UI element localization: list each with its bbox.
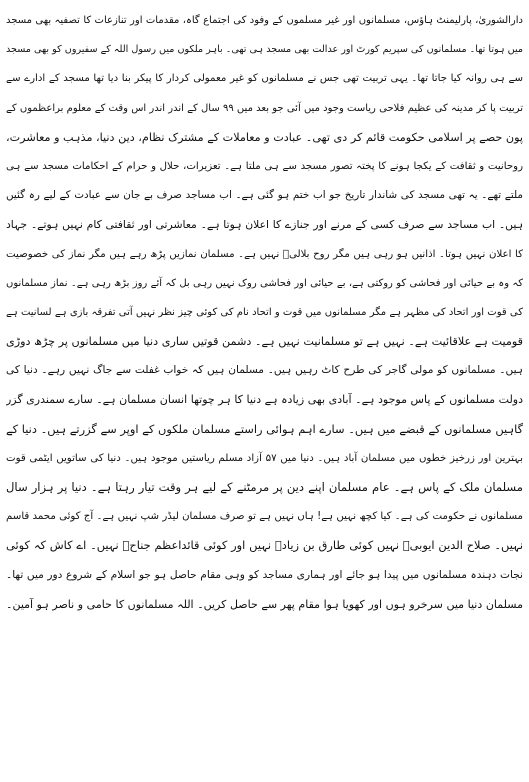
text-line-3: سے ہی روانہ کیا جاتا تھا۔ یہی تربیت تھی جس نے مسلمانوں کو غیر معمولی کردار کا پیکر بنا دیا تھا مسجد کے ادارے سے [6, 73, 523, 85]
text-line-13: ہیں۔ مسلمانوں کو مولی گاجر کی طرح کاٹ رہیں ہیں۔ مسلمان ہیں کہ خواب غفلت سے جاگ نہیں رہے۔ دنیا کی [6, 364, 523, 377]
text-line-5: پون حصے پر اسلامی حکومت قائم کر دی تھی۔ عبادت و معاملات کے مشترک نظام، دین دنیا، مذہب و معاشرت، [6, 130, 523, 144]
text-line-19: نہیں۔ صلاح الدین ایوبیؒ نہیں کوئی طارق بن زیادؒ نہیں اور کوئی قائداعظم جناحؒ نہیں۔ اے کاش کہ کوئی [6, 538, 523, 553]
text-line-6: روحانیت و ثقافت کے یکجا ہونے کا پختہ تصور مسجد سے ہی ملتا ہے۔ تعزیرات، حلال و حرام کے احکامات مسجد سے ہی [6, 160, 523, 172]
text-line-4: تربیت پا کر مدینہ کی عظیم فلاحی ریاست وجود میں آئی جو بعد میں ۹۹ سال کے اندر اندر اس وقت کے معلوم براعظموں کے [6, 102, 523, 114]
text-line-20: نجات دہندہ مسلمانوں میں پیدا ہو جائے اور ہماری مساجد کو وہی مقام حاصل ہو جو اسلام کے شروع دور میں تھا۔ [6, 568, 523, 581]
text-line-10: کہ وہ بے حیائی اور فحاشی کو روکتی ہے، بے حیائی اور فحاشی روک نہیں رہی بل کہ آئے روز بڑھ رہی ہے۔ نماز مسلمانوں [6, 277, 523, 289]
text-line-18: مسلمانوں نے حکومت کی ہے۔ کیا کچھ نہیں ہے! ہاں نہیں ہے تو صرف مسلمان لیڈر شپ نہیں ہے۔ آج کوئی محمد قاسم [6, 511, 523, 523]
text-line-9: کا اعلان نہیں ہوتا۔ اذانیں ہو رہی ہیں مگر روح بلالیؓ نہیں ہے۔ مسلمان نمازیں پڑھ رہے ہیں مگر نماز کی خصوصیت [6, 248, 523, 260]
text-line-16: بہترین اور زرخیز خطوں میں مسلمان آباد ہیں۔ دنیا میں ۵۷ آزاد مسلم ریاستیں موجود ہیں۔ دنیا کی ساتویں ایٹمی قوت [6, 452, 523, 464]
text-line-15: گاہیں مسلمانوں کے قبضے میں ہیں۔ سارے اہم ہوائی راستے مسلمان ملکوں کے اوپر سے گزرتے ہیں۔ دنیا کے [6, 421, 523, 436]
text-line-8: ہیں۔ اب مساجد سے صرف کسی کے مرنے اور جنازے کا اعلان ہوتا ہے۔ معاشرتی اور ثقافتی کام نہیں ہوتے۔ جہاد [6, 218, 523, 232]
text-line-12: قومیت ہے علاقائیت ہے۔ نہیں ہے تو مسلمانیت نہیں ہے۔ دشمن قوتیں ساری دنیا میں مسلمانوں پر چڑھ دوڑی [6, 335, 523, 349]
text-line-2: میں ہوتا تھا۔ مسلمانوں کی سپریم کورٹ اور عدالت بھی مسجد ہی تھی۔ باہر ملکوں میں رسول اللہ کے سفیروں کو بھی مسجد [6, 44, 523, 56]
text-line-11: کی قوت اور اتحاد کی مظہر ہے مگر مسلمانوں میں قوت و اتحاد نام کی کوئی چیز نظر نہیں آتی تفرقہ بازی ہے لسانیت ہے [6, 306, 523, 318]
text-line-21: مسلمان دنیا میں سرخرو ہوں اور کھویا ہوا مقام پھر سے حاصل کریں۔ اللہ مسلمانوں کا حامی و ناصر ہو آمین۔ [6, 597, 523, 611]
text-line-1: دارالشوریٰ، پارلیمنٹ ہاؤس، مسلمانوں اور غیر مسلموں کے وفود کی اجتماع گاہ، مقدمات اور تنازعات کا تصفیہ بھی مسجد [6, 15, 523, 26]
text-line-14: دولت مسلمانوں کے پاس موجود ہے۔ آبادی بھی زیادہ ہے دنیا کا ہر چوتھا انسان مسلمان ہے۔ سارے سمندری گزر [6, 393, 523, 407]
text-line-7: ملتے تھے۔ یہ تھی مسجد کی شاندار تاریخ جو اب ختم ہو گئی ہے۔ اب مساجد صرف بے جان سے عبادت کے لیے رہ گئیں [6, 189, 523, 202]
text-line-17: مسلمان ملک کے پاس ہے۔ عام مسلمان اپنے دین پر مرمٹنے کے لیے ہر وقت تیار رہتا ہے۔ دنیا پر ہزار سال [6, 480, 523, 494]
